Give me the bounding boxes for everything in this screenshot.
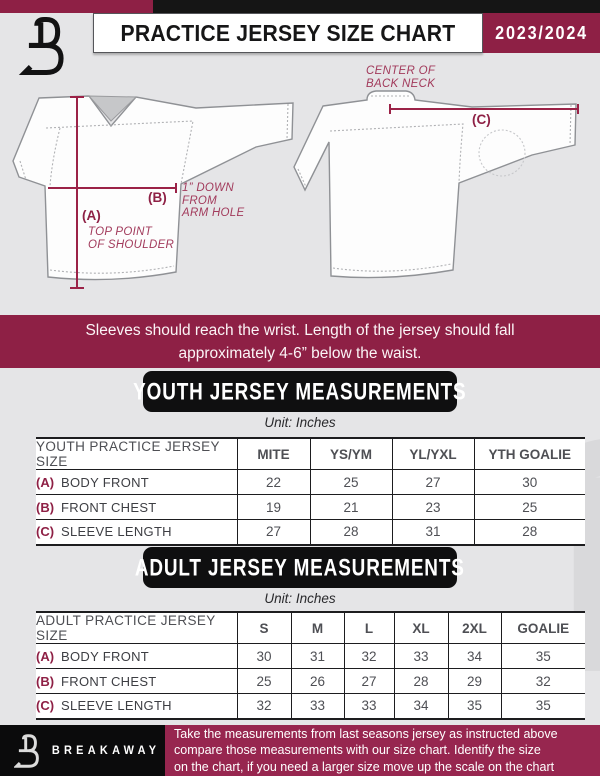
cell-value: 29 [448,669,501,694]
adult-header-row [36,612,585,644]
row-key: (B) [36,499,55,515]
fit-instruction-line2: approximately 4-6” below the waist. [178,344,422,362]
table-row [36,669,585,694]
cell-value: 31 [291,644,344,669]
cell-value: 31 [392,520,474,545]
adult-col-l: L [344,612,394,644]
page-title [93,13,483,53]
row-label: FRONT CHEST [61,499,157,515]
cell-value: 35 [448,694,501,719]
adult-col-xl: XL [394,612,448,644]
youth-section-title: YOUTH JERSEY MEASUREMENTS [143,371,457,412]
row-label: BODY FRONT [61,474,150,490]
youth-unit-label: Unit: Inches [264,415,336,430]
cell-value: 22 [237,470,310,495]
cell-value: 28 [474,520,585,545]
cell-value: 25 [474,495,585,520]
cell-value: 30 [237,644,291,669]
adult-col-2xl: 2XL [448,612,501,644]
youth-header-row [36,438,585,470]
row-key: (A) [36,474,55,490]
measure-c-key: (C) [472,112,491,127]
fit-instruction-line1: Sleeves should reach the wrist. Length of the jersey should fall [85,321,515,339]
row-label: SLEEVE LENGTH [61,524,172,540]
sizing-note [165,725,600,776]
cell-value: 27 [392,470,474,495]
cell-value: 30 [474,470,585,495]
cell-value: 26 [291,669,344,694]
cell-value: 27 [344,669,394,694]
table-row [36,470,585,495]
adult-size-table [36,611,585,720]
measure-b-caption: 1” DOWN FROM ARM HOLE [182,182,245,219]
top-stripe-accent [0,0,153,13]
footer-brand-block [0,725,165,776]
page-title-text: PRACTICE JERSEY SIZE CHART [120,19,456,46]
cell-value: 32 [501,669,585,694]
youth-size-table [36,437,585,546]
cell-value: 33 [344,694,394,719]
cell-value: 21 [310,495,392,520]
season-badge-text: 2023/2024 [495,22,588,43]
row-key: (A) [36,648,55,664]
cell-value: 33 [291,694,344,719]
youth-col-mite: MITE [237,438,310,470]
youth-col-ysym: YS/YM [310,438,392,470]
row-key: (B) [36,673,55,689]
table-row [36,520,585,545]
youth-col-goalie: YTH GOALIE [474,438,585,470]
breakaway-monogram-icon [16,15,70,82]
cell-value: 32 [237,694,291,719]
breakaway-monogram-icon [14,733,40,769]
row-label: FRONT CHEST [61,673,157,689]
table-row [36,694,585,719]
top-stripe [0,0,600,13]
cell-value: 32 [344,644,394,669]
season-badge [483,13,600,53]
row-key: (C) [36,698,55,714]
row-key: (C) [36,524,55,540]
cell-value: 27 [237,520,310,545]
measure-b-key: (B) [148,190,167,205]
brand-wordmark: BREAKAWAY [51,744,161,757]
adult-col-m: M [291,612,344,644]
cell-value: 33 [394,644,448,669]
fit-instruction-banner [0,315,600,368]
jersey-diagrams [0,80,600,310]
cell-value: 28 [394,669,448,694]
cell-value: 25 [310,470,392,495]
cell-value: 35 [501,694,585,719]
measure-c-caption: CENTER OF BACK NECK [366,65,436,90]
cell-value: 34 [448,644,501,669]
sizing-note-line2: compare those measurements with our size chart. Identify the size [174,743,541,758]
adult-col-desc: ADULT PRACTICE JERSEY SIZE [36,612,237,644]
sizing-note-line3: on the chart, if you need a larger size move up the scale on the chart [174,759,555,774]
table-row [36,644,585,669]
back-jersey-diagram [294,91,576,278]
table-row [36,495,585,520]
cell-value: 19 [237,495,310,520]
adult-unit-label: Unit: Inches [264,591,336,606]
sizing-note-line1: Take the measurements from last seasons jersey as instructed above [174,727,558,742]
cell-value: 28 [310,520,392,545]
measure-a-key: (A) [82,208,101,223]
adult-col-s: S [237,612,291,644]
cell-value: 25 [237,669,291,694]
youth-col-desc: YOUTH PRACTICE JERSEY SIZE [36,438,237,470]
row-label: SLEEVE LENGTH [61,698,172,714]
adult-col-goalie: GOALIE [501,612,585,644]
adult-section-title: ADULT JERSEY MEASUREMENTS [143,547,457,588]
measure-a-caption: TOP POINT OF SHOULDER [88,226,175,251]
cell-value: 23 [392,495,474,520]
cell-value: 35 [501,644,585,669]
cell-value: 34 [394,694,448,719]
row-label: BODY FRONT [61,648,150,664]
youth-col-ylyxl: YL/YXL [392,438,474,470]
